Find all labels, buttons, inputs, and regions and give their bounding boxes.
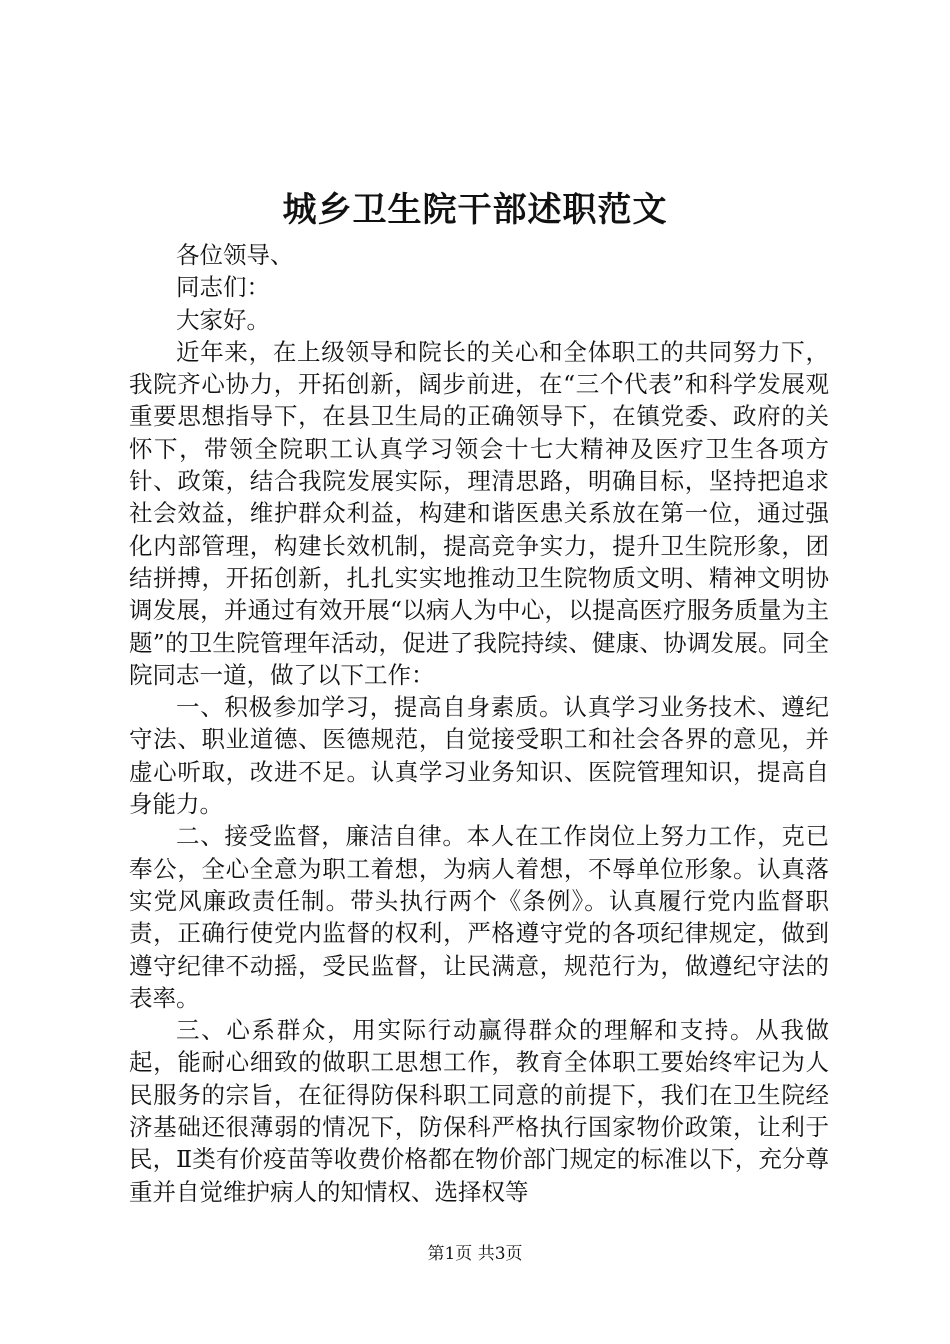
salutation-leaders: 各位领导、: [176, 241, 294, 269]
section-three-paragraph: 三、心系群众，用实际行动赢得群众的理解和支持。从我做起，能耐心细致的做职工思想工作，教育全体职工要始终牢记为人民服务的宗旨，在征得防保科职工同意的前提下，我们在卫生院经济基础还很薄弱的情况下，防保科严格执行国家物价政策，让利于民，Ⅱ类有价疫苗等收费价格都在物价部门规定的标准以下，充分尊重并自觉维护病人的知情权、选择权等: [129, 1016, 829, 1206]
intro-paragraph: 近年来，在上级领导和院长的关心和全体职工的共同努力下，我院齐心协力，开拓创新，阔步前进，在“三个代表”和科学发展观重要思想指导下，在县卫生局的正确领导下，在镇党委、政府的关怀下，带领全院职工认真学习领会十七大精神及医疗卫生各项方针、政策，结合我院发展实际，理清思路，明确目标，坚持把追求社会效益，维护群众利益，构建和谐医患关系放在第一位，通过强化内部管理，构建长效机制，提高竞争实力，提升卫生院形象，团结拼搏，开拓创新，扎扎实实地推动卫生院物质文明、精神文明协调发展，并通过有效开展“以病人为中心，以提高医疗服务质量为主题”的卫生院管理年活动，促进了我院持续、健康、协调发展。同全院同志一道，做了以下工作：: [129, 337, 829, 689]
section-one-paragraph: 一、积极参加学习，提高自身素质。认真学习业务技术、遵纪守法、职业道德、医德规范，自觉接受职工和社会各界的意见，并虚心听取，改进不足。认真学习业务知识、医院管理知识，提高自身能力。: [129, 693, 829, 819]
salutation-comrades: 同志们：: [176, 273, 270, 302]
page-number-footer: 第1页 共3页: [427, 1244, 523, 1264]
document-body: [129, 239, 829, 1208]
section-two-paragraph: 二、接受监督，廉洁自律。本人在工作岗位上努力工作，克已奉公，全心全意为职工着想，为病人着想，不辱单位形象。认真落实党风廉政责任制。带头执行两个《条例》。认真履行党内监督职责，正确行使党内监督的权利，严格遵守党的各项纪律规定，做到遵守纪律不动摇，受民监督，让民满意，规范行为，做遵纪守法的表率。: [129, 822, 829, 1012]
document-title: 城乡卫生院干部述职范文: [282, 190, 668, 230]
greeting: 大家好。: [176, 305, 270, 334]
